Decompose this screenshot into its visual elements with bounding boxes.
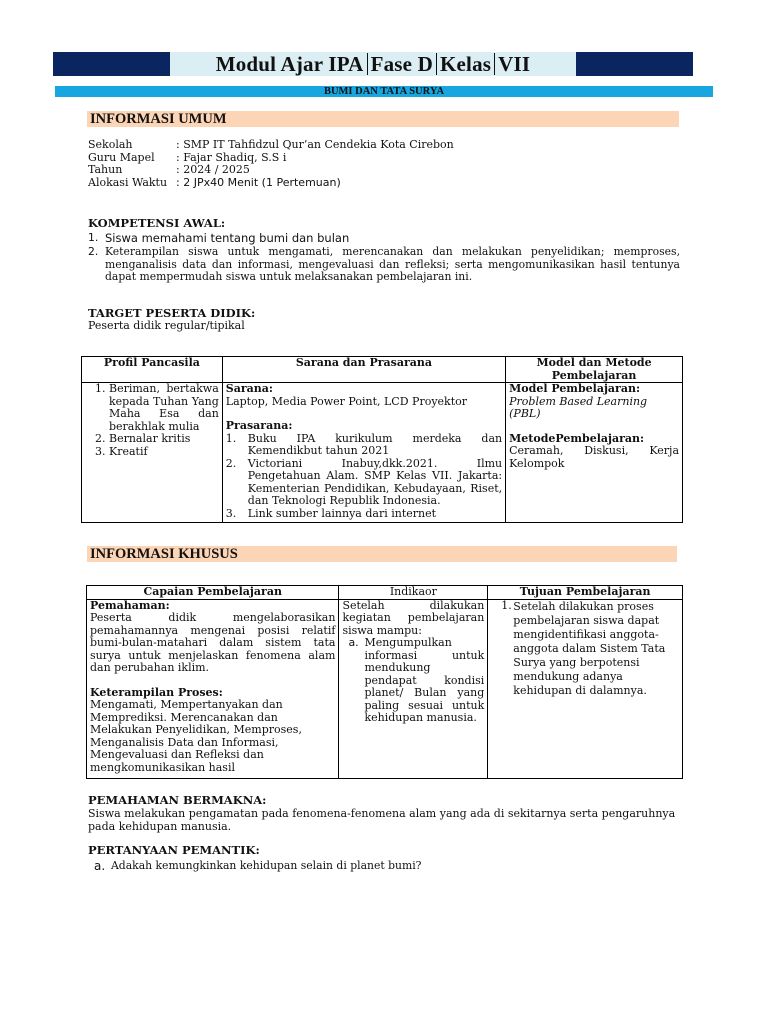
pertanyaan-pemantik-heading: PERTANYAAN PEMANTIK:	[88, 843, 260, 857]
tujuan-list	[491, 600, 679, 698]
info-value: : SMP IT Tahfidzul Qur’an Cendekia Kota Cirebon	[176, 138, 454, 151]
prasarana-list	[226, 433, 502, 521]
keterampilan-label: Keterampilan Proses:	[90, 685, 223, 699]
title-part-1: Modul Ajar IPA	[215, 51, 364, 76]
tujuan-cell	[488, 599, 683, 778]
sarana-label: Sarana:	[225, 382, 273, 395]
info-value: : Fajar Shadiq, S.S i	[176, 150, 287, 164]
title-separator	[494, 53, 495, 75]
title-part-3: Kelas	[440, 51, 492, 76]
item-number: 2.	[225, 456, 237, 470]
target-heading: TARGET PESERTA DIDIK:	[88, 306, 256, 320]
indikator-cell	[339, 599, 488, 778]
pemahaman-bermakna-heading: PEMAHAMAN BERMAKNA:	[88, 793, 267, 807]
kompetensi-item	[88, 246, 680, 284]
kompetensi-awal-heading: KOMPETENSI AWAL:	[88, 216, 226, 230]
table-header: Profil Pancasila	[82, 357, 223, 383]
title-part-2: Fase D	[370, 51, 433, 76]
pertanyaan-item	[94, 860, 686, 873]
item-text: Buku IPA kurikulum merdeka dan Kemendikbut tahun 2021	[247, 431, 503, 457]
model-cell	[506, 383, 683, 523]
table-header: Tujuan Pembelajaran	[488, 586, 683, 600]
info-block	[88, 139, 454, 189]
item-text: Adakah kemungkinkan kehidupan selain di planet bumi?	[111, 859, 422, 872]
profil-cell	[82, 383, 223, 523]
metode-label: MetodePembelajaran:	[509, 431, 645, 445]
model-text: Problem Based Learning (PBL)	[509, 394, 648, 420]
profil-item: 2. Bernalar kritis	[109, 433, 219, 446]
table-row	[82, 383, 683, 523]
metode-text: Ceramah, Diskusi, Kerja Kelompok	[509, 444, 679, 470]
indikator-intro: Setelah dilakukan kegiatan pembelajaran siswa mampu:	[342, 598, 485, 637]
prasarana-item	[226, 508, 502, 521]
item-number: 3.	[225, 506, 237, 520]
item-number: 2.	[88, 245, 99, 258]
info-label: Tahun	[88, 163, 123, 176]
profil-list	[85, 383, 219, 458]
info-label: Guru Mapel	[88, 150, 155, 164]
prasarana-item	[226, 458, 502, 508]
item-text: Setelah dilakukan proses pembelajaran siswa dapat mengidentifikasi anggota-anggota dalam Sistem Tata Surya yang berpotensi mendukung adanya kehidupan di dalamnya.	[513, 599, 666, 697]
table-profil-sarana-model	[81, 356, 683, 523]
profil-item: 1. Beriman, bertakwa kepada Tuhan Yang Maha Esa dan berakhlak mulia	[109, 383, 219, 433]
title-separator	[367, 53, 368, 75]
table-row	[87, 599, 683, 778]
info-row-tahun	[88, 164, 454, 177]
sarana-cell	[222, 383, 505, 523]
indikator-item	[342, 637, 484, 725]
info-value: : 2 JPx40 Menit (1 Pertemuan)	[176, 175, 341, 189]
info-row-alokasi	[88, 177, 454, 190]
table-capaian-indikator-tujuan	[86, 585, 683, 779]
tujuan-item	[491, 600, 679, 698]
info-label: Sekolah	[88, 138, 133, 151]
pemahaman-label: Pemahaman:	[90, 598, 170, 612]
table-header: Sarana dan Prasarana	[222, 357, 505, 383]
item-text: Siswa memahami tentang bumi dan bulan	[105, 231, 350, 245]
info-row-sekolah	[88, 139, 454, 152]
item-text: Keterampilan siswa untuk mengamati, merencanakan dan melakukan penyelidikan; memproses, menganalisis data dan informasi, mengevaluasi dan refleksi; serta mengomunikasikan hasil tentunya dapat mempermudah siswa untuk melaksanakan pembelajaran ini.	[105, 245, 680, 283]
item-text: Mengumpulkan informasi untuk mendukung pendapat kondisi planet/ Bulan yang paling sesuai untuk kehidupan manusia.	[364, 636, 485, 724]
table-header: Capaian Pembelajaran	[87, 586, 339, 600]
pemahaman-text: Peserta didik mengelaborasikan pemahamannya mengenai posisi relatif bumi-bulan-matahari dalam sistem tata surya untuk menjelaskan fenomena alam dan perubahan iklim.	[90, 611, 336, 674]
prasarana-item	[226, 433, 502, 458]
title-separator	[436, 53, 437, 75]
table-header-row	[82, 357, 683, 383]
item-number: a.	[348, 636, 359, 649]
prasarana-label: Prasarana:	[225, 419, 293, 432]
item-text: Victoriani Inabuy,dkk.2021. Ilmu Pengetahuan Alam. SMP Kelas VII. Jakarta: Kementerian Pendidikan, Kebudayaan, Riset, dan Teknologi Republik Indonesia.	[247, 456, 503, 507]
title-part-4: VII	[498, 51, 531, 76]
table-header-row	[87, 586, 683, 600]
keterampilan-text: Mengamati, Mempertanyakan dan Memprediksi. Merencanakan dan Melakukan Penyelidikan, Memproses, Menganalisis Data dan Informasi, Mengevaluasi dan Refleksi dan mengkomunikasikan hasil	[90, 698, 302, 774]
pemahaman-bermakna-text: Siswa melakukan pengamatan pada fenomena-fenomena alam yang ada di sekitarnya serta pengaruhnya pada kehidupan manusia.	[88, 807, 676, 833]
item-text: Link sumber lainnya dari internet	[247, 506, 437, 520]
info-label: Alokasi Waktu	[88, 175, 168, 189]
item-number: 1.	[225, 431, 237, 445]
info-row-guru	[88, 152, 454, 165]
table-header: Model dan Metode Pembelajaran	[506, 357, 683, 383]
item-number: 1.	[88, 231, 99, 244]
target-text: Peserta didik regular/tipikal	[88, 319, 245, 332]
capaian-cell	[87, 599, 339, 778]
document-title	[170, 52, 576, 76]
subtitle-bar: BUMI DAN TATA SURYA	[55, 86, 713, 97]
item-number: 1.	[501, 598, 512, 612]
info-value: : 2024 / 2025	[176, 163, 250, 176]
sarana-text: Laptop, Media Power Point, LCD Proyektor	[225, 394, 468, 408]
section-heading-informasi-khusus: INFORMASI KHUSUS	[87, 546, 677, 562]
model-label: Model Pembelajaran:	[509, 382, 641, 395]
table-header: Indikaor	[339, 586, 488, 600]
kompetensi-item	[88, 232, 680, 245]
profil-item: 3. Kreatif	[109, 446, 219, 459]
item-number: a.	[94, 859, 106, 873]
indikator-list	[342, 637, 484, 725]
section-heading-informasi-umum: INFORMASI UMUM	[87, 111, 679, 127]
